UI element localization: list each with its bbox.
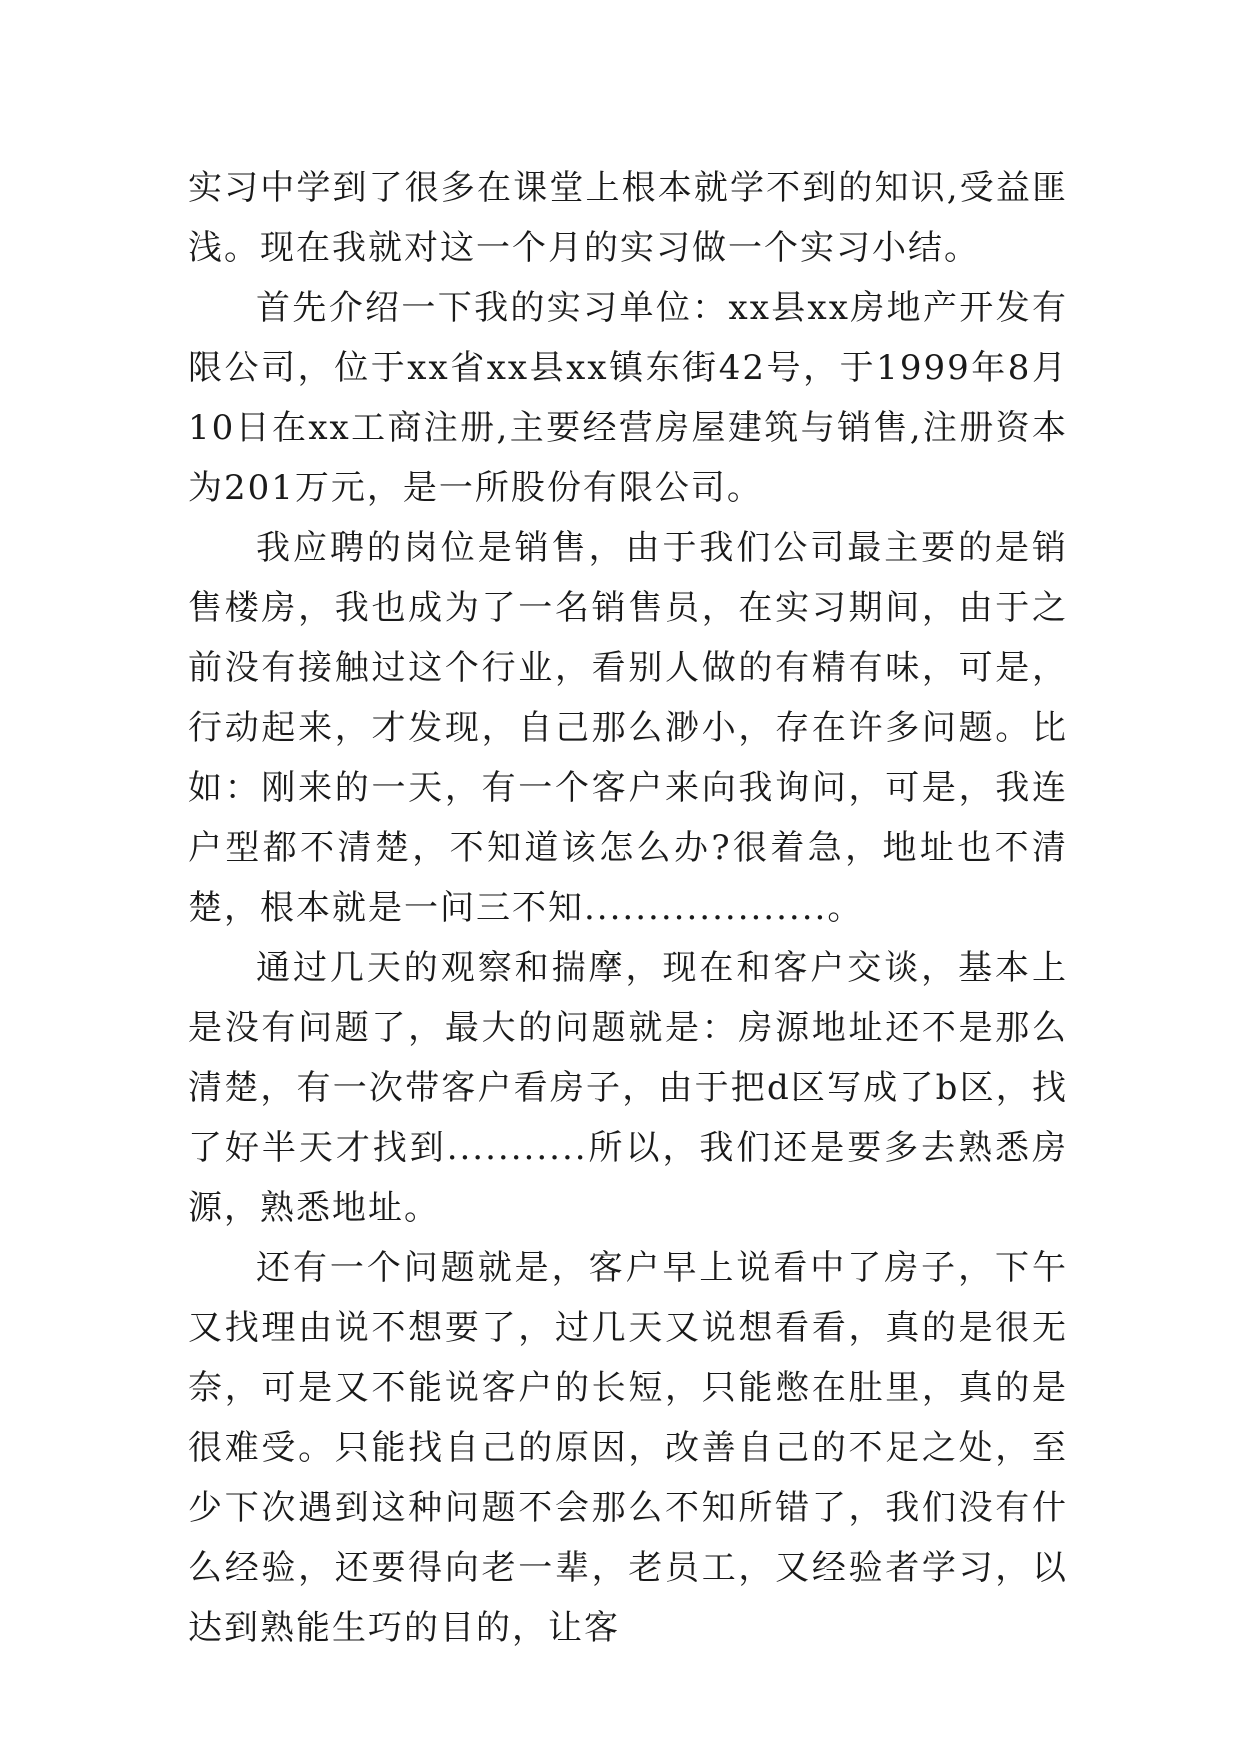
paragraph-2: 首先介绍一下我的实习单位：xx县xx房地产开发有限公司，位于xx省xx县xx镇东街42号，于1999年8月10日在xx工商注册,主要经营房屋建筑与销售,注册资本为201万元，是一所股份有限公司。 [188,288,1068,508]
paragraph-1: 实习中学到了很多在课堂上根本就学不到的知识,受益匪浅。现在我就对这一个月的实习做一个实习小结。 [188,168,1068,268]
paragraph-4: 通过几天的观察和揣摩，现在和客户交谈，基本上是没有问题了，最大的问题就是：房源地址还不是那么清楚，有一次带客户看房子，由于把d区写成了b区，找了好半天才找到...........所以，我们还是要多去熟悉房源，熟悉地址。 [188,948,1068,1228]
paragraph-3: 我应聘的岗位是销售，由于我们公司最主要的是销售楼房，我也成为了一名销售员，在实习期间，由于之前没有接触过这个行业，看别人做的有精有味，可是，行动起来，才发现，自己那么渺小，存在许多问题。比如：刚来的一天，有一个客户来向我询问，可是，我连户型都不清楚，不知道该怎么办?很着急，地址也不清楚，根本就是一问三不知...................。 [188,528,1068,928]
document-body [188,158,1068,1658]
paragraph-5: 还有一个问题就是，客户早上说看中了房子，下午又找理由说不想要了，过几天又说想看看，真的是很无奈，可是又不能说客户的长短，只能憋在肚里，真的是很难受。只能找自己的原因，改善自己的不足之处，至少下次遇到这种问题不会那么不知所错了，我们没有什么经验，还要得向老一辈，老员工，又经验者学习，以达到熟能生巧的目的，让客 [188,1248,1068,1648]
